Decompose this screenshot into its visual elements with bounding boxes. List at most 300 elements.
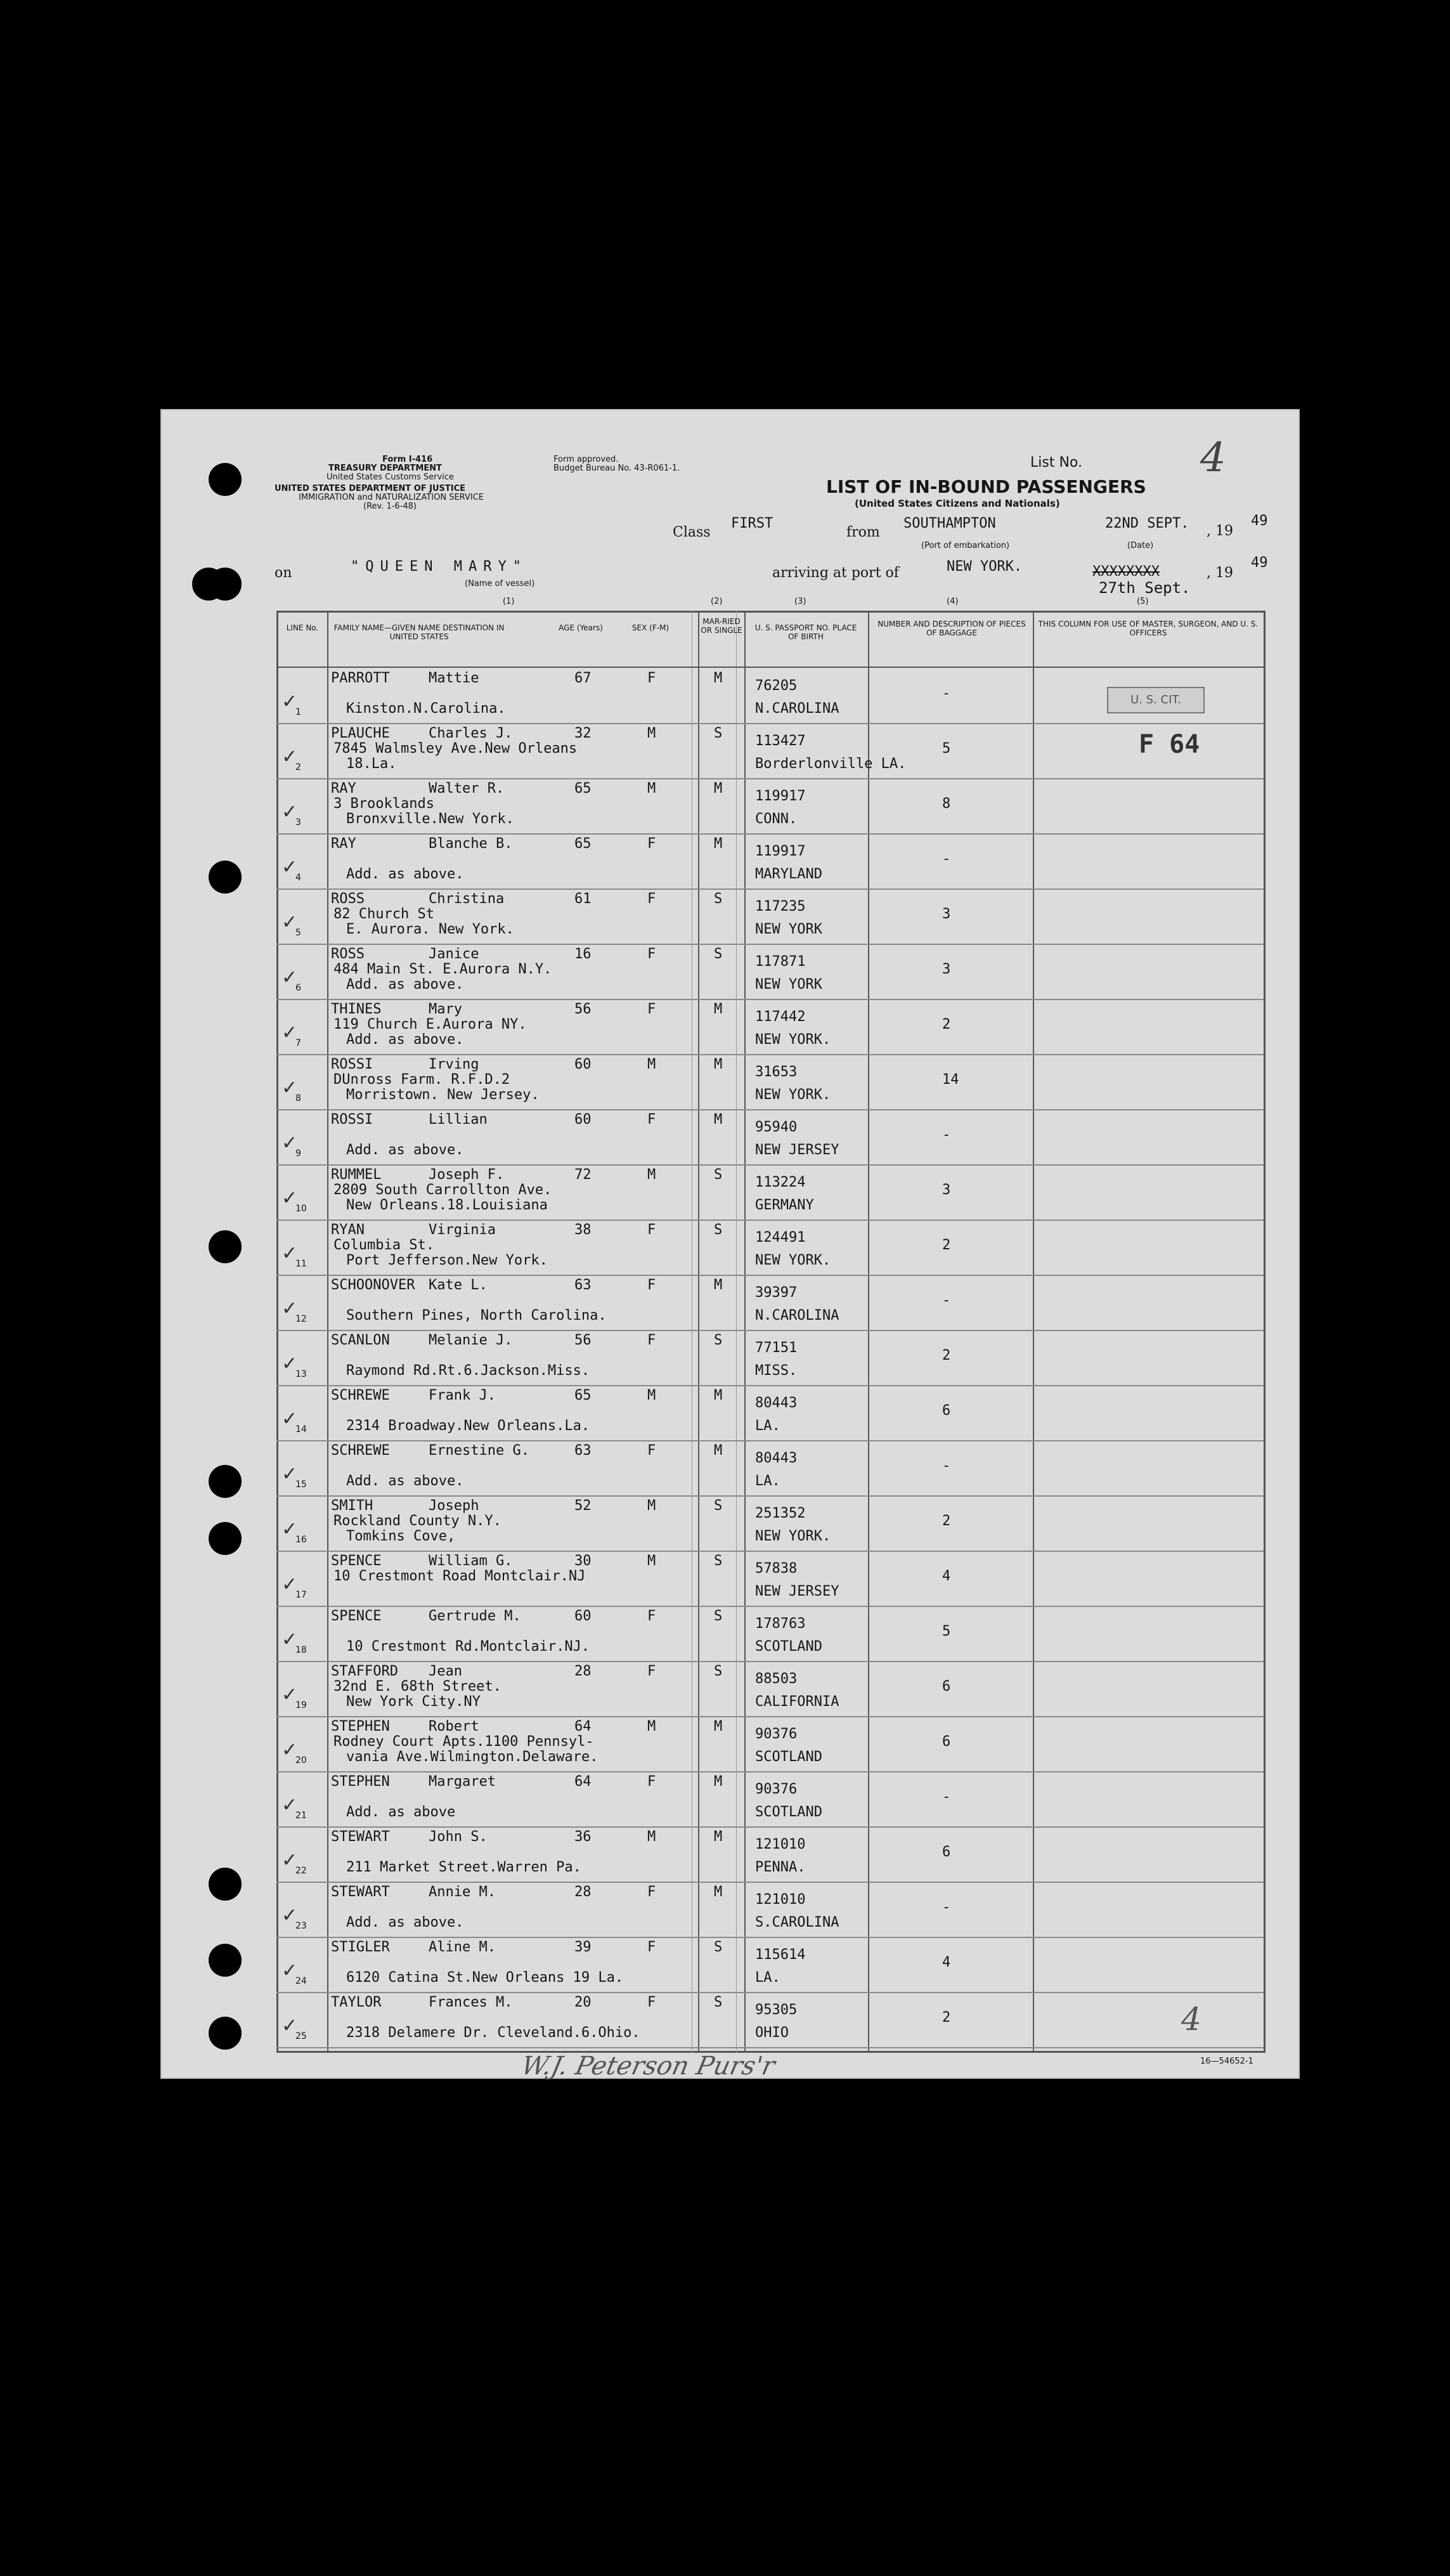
address-line-2: Bronxville.New York. [346, 811, 514, 827]
age: 32 [574, 725, 592, 741]
family-name: STAFFORD [331, 1663, 398, 1679]
place-of-birth: CALIFORNIA [755, 1694, 839, 1710]
table-row [276, 1055, 1264, 1110]
baggage-count: 5 [942, 741, 951, 757]
address-line-1: DUnross Farm. R.F.D.2 [333, 1072, 510, 1088]
place-of-birth: NEW JERSEY [755, 1584, 839, 1599]
line-number: 10 [295, 1204, 307, 1214]
passport-number: 121010 [755, 1892, 806, 1908]
place-of-birth: SCOTLAND [755, 1639, 822, 1655]
given-name: Jean [429, 1663, 462, 1679]
check-mark-icon: ✓ [282, 1463, 298, 1485]
marital-status: S [714, 1608, 723, 1624]
age: 20 [574, 1994, 592, 2010]
address-line-2: 211 Market Street.Warren Pa. [346, 1859, 581, 1875]
passport-number: 121010 [755, 1837, 806, 1852]
baggage-count: 6 [942, 1679, 951, 1695]
line-number: 20 [295, 1755, 307, 1766]
address-line-2: Add. as above. [346, 866, 464, 882]
sex: F [647, 891, 656, 907]
check-mark-icon: ✓ [282, 1739, 298, 1761]
purser-signature: W.J. Peterson Purs'r [519, 2052, 778, 2081]
line-number: 1 [295, 707, 301, 717]
family-name: RAY [331, 781, 356, 797]
given-name: Charles J. [429, 725, 513, 741]
family-name: RYAN [331, 1222, 365, 1238]
family-name: RAY [331, 836, 356, 852]
passport-number: 77151 [755, 1340, 798, 1356]
check-mark-icon: ✓ [282, 966, 298, 989]
col-header-married: MAR-RIED OR SINGLE [701, 617, 742, 635]
table-row [276, 1717, 1264, 1773]
marital-status: M [714, 670, 723, 686]
place-of-birth: NEW YORK. [755, 1087, 831, 1103]
address-line-2: 10 Crestmont Rd.Montclair.NJ. [346, 1639, 590, 1655]
family-name: SCHREWE [331, 1388, 390, 1403]
given-name: Kate L. [429, 1277, 488, 1293]
sex: F [647, 1884, 656, 1900]
table-row [276, 1993, 1264, 2048]
from-label: from [846, 524, 880, 540]
punch-hole [209, 861, 242, 894]
baggage-count: 4 [942, 1568, 951, 1584]
form-approved: Form approved. [553, 455, 619, 464]
address-line-1: 7845 Walmsley Ave.New Orleans [333, 741, 578, 757]
baggage-count: 2 [942, 1017, 951, 1032]
baggage-count: 4 [942, 1955, 951, 1970]
given-name: Joseph [429, 1498, 479, 1514]
marital-status: M [714, 836, 723, 852]
age: 65 [574, 836, 592, 852]
sex: F [647, 1939, 656, 1955]
baggage-count: - [942, 686, 951, 701]
age: 38 [574, 1222, 592, 1238]
marital-status: M [714, 1112, 723, 1128]
place-of-birth: NEW YORK [755, 977, 822, 992]
place-of-birth: NEW JERSEY [755, 1142, 839, 1158]
given-name: Virginia [429, 1222, 496, 1238]
check-mark-icon: ✓ [282, 1684, 298, 1706]
baggage-count: - [942, 1127, 951, 1143]
baggage-count: - [942, 851, 951, 867]
row-divider [276, 2047, 1264, 2048]
check-mark-icon: ✓ [282, 1298, 298, 1320]
line-number: 13 [295, 1369, 307, 1379]
ins-label: IMMIGRATION and NATURALIZATION SERVICE [299, 493, 484, 502]
col-header-passport: U. S. PASSPORT NO. PLACE OF BIRTH [754, 623, 857, 641]
given-name: Christina [429, 891, 505, 907]
family-name: RUMMEL [331, 1167, 382, 1183]
place-of-birth: SCOTLAND [755, 1749, 822, 1765]
table-row [276, 1607, 1264, 1662]
sex: M [647, 1498, 656, 1514]
family-name: TAYLOR [331, 1994, 382, 2010]
marital-status: M [714, 1057, 723, 1072]
baggage-count: 3 [942, 906, 951, 922]
family-name: ROSS [331, 891, 365, 907]
check-mark-icon: ✓ [282, 1132, 298, 1154]
punch-hole [209, 1465, 242, 1498]
marital-status: M [714, 1388, 723, 1403]
age: 60 [574, 1608, 592, 1624]
punch-hole [209, 1944, 242, 1977]
place-of-birth: MARYLAND [755, 866, 822, 882]
passport-number: 90376 [755, 1781, 798, 1797]
family-name: STEPHEN [331, 1774, 390, 1790]
family-name: SPENCE [331, 1553, 382, 1569]
address-line-2: 2314 Broadway.New Orleans.La. [346, 1418, 590, 1434]
sex: M [647, 725, 656, 741]
given-name: Lillian [429, 1112, 488, 1128]
given-name: Robert [429, 1719, 479, 1734]
address-line-2: 18.La. [346, 756, 397, 772]
address-line-1: Columbia St. [333, 1237, 434, 1253]
footer-code: 16—54652-1 [1200, 2057, 1253, 2066]
passport-number: 95940 [755, 1119, 798, 1135]
family-name: PARROTT [331, 670, 390, 686]
year-label-2: , 19 [1207, 565, 1233, 581]
address-line-1: 10 Crestmont Road Montclair.NJ [333, 1568, 586, 1584]
marital-status: M [714, 1443, 723, 1459]
passport-number: 117442 [755, 1009, 806, 1025]
place-of-birth: OHIO [755, 2025, 789, 2041]
age: 52 [574, 1498, 592, 1514]
table-row [276, 1386, 1264, 1441]
family-name: SCANLON [331, 1332, 390, 1348]
sex: M [647, 1388, 656, 1403]
check-mark-icon: ✓ [282, 1353, 298, 1375]
line-number: 9 [295, 1148, 301, 1159]
line-number: 2 [295, 762, 301, 772]
col-header-baggage: NUMBER AND DESCRIPTION OF PIECES OF BAGGAGE [877, 620, 1026, 637]
family-name: ROSSI [331, 1112, 373, 1128]
age: 60 [574, 1112, 592, 1128]
marital-status: M [714, 1884, 723, 1900]
sex: F [647, 1774, 656, 1790]
marital-status: S [714, 1498, 723, 1514]
table-row [276, 724, 1264, 779]
arrival-date: 27th Sept. [1099, 579, 1191, 597]
marital-status: S [714, 1222, 723, 1238]
page-subtitle: (United States Citizens and Nationals) [855, 498, 1060, 509]
address-line-2: Add. as above. [346, 1032, 464, 1048]
address-line-2: Kinston.N.Carolina. [346, 701, 506, 717]
passport-number: 115614 [755, 1947, 806, 1963]
check-mark-icon: ✓ [282, 1960, 298, 1982]
sex: M [647, 1057, 656, 1072]
check-mark-icon: ✓ [282, 1187, 298, 1209]
address-line-1: Rodney Court Apts.1100 Pennsyl- [333, 1734, 594, 1750]
passport-number: 57838 [755, 1561, 798, 1577]
col-num-4: (4) [947, 597, 959, 606]
age: 65 [574, 781, 592, 797]
line-number: 18 [295, 1645, 307, 1655]
place-of-birth: Borderlonville LA. [755, 756, 907, 772]
family-name: ROSS [331, 946, 365, 962]
age: 61 [574, 891, 592, 907]
check-mark-icon: ✓ [282, 691, 298, 713]
baggage-count: 6 [942, 1403, 951, 1419]
line-number: 23 [295, 1921, 307, 1931]
from-port: SOUTHAMPTON [903, 516, 996, 531]
line-number: 8 [295, 1093, 301, 1103]
passport-number: 113224 [755, 1174, 806, 1190]
vessel-name: "QUEEN MARY" [351, 559, 528, 575]
address-line-2: Add. as above. [346, 977, 464, 992]
page-title: LIST OF IN-BOUND PASSENGERS [826, 476, 1146, 497]
punch-hole [209, 2017, 242, 2050]
address-line-2: New Orleans.18.Louisiana [346, 1197, 548, 1213]
address-line-2: New York City.NY [346, 1694, 481, 1710]
col-header-age: AGE (Years) [559, 623, 603, 632]
age: 30 [574, 1553, 592, 1569]
place-of-birth: NEW YORK. [755, 1032, 831, 1048]
check-mark-icon: ✓ [282, 1408, 298, 1430]
sex: F [647, 1112, 656, 1128]
punch-hole [209, 1522, 242, 1555]
arriving-label: arriving at port of [772, 565, 899, 581]
col-num-5: (5) [1137, 597, 1149, 606]
sex: F [647, 1663, 656, 1679]
line-number: 7 [295, 1038, 301, 1048]
baggage-count: 2 [942, 1513, 951, 1529]
col-header-name: FAMILY NAME—GIVEN NAME DESTINATION IN UNITED STATES [333, 623, 505, 641]
sex: F [647, 946, 656, 962]
line-number: 19 [295, 1700, 307, 1710]
family-name: STEWART [331, 1884, 390, 1900]
us-citizen-stamp: U. S. CIT. [1107, 687, 1205, 713]
arrival-date-struck: XXXXXXXX [1092, 564, 1160, 580]
table-row [276, 1773, 1264, 1828]
baggage-count: 2 [942, 1237, 951, 1253]
family-name: ROSSI [331, 1057, 373, 1072]
passport-number: 88503 [755, 1671, 798, 1687]
age: 36 [574, 1829, 592, 1845]
table-row [276, 1552, 1264, 1607]
address-line-2: Port Jefferson.New York. [346, 1252, 548, 1268]
baggage-count: 14 [942, 1072, 959, 1088]
age: 60 [574, 1057, 592, 1072]
line-number: 14 [295, 1424, 307, 1434]
given-name: Blanche B. [429, 836, 513, 852]
place-of-birth: LA. [755, 1970, 780, 1986]
given-name: Mattie [429, 670, 479, 686]
marital-status: S [714, 1663, 723, 1679]
place-of-birth: LA. [755, 1473, 780, 1489]
given-name: Irving [429, 1057, 479, 1072]
marital-status: M [714, 1829, 723, 1845]
marital-status: S [714, 1332, 723, 1348]
family-name: SCHREWE [331, 1443, 390, 1459]
age: 65 [574, 1388, 592, 1403]
address-line-1: 3 Brooklands [333, 796, 434, 812]
customs-service: United States Customs Service [327, 472, 454, 482]
check-mark-icon: ✓ [282, 1629, 298, 1651]
col-header-officers: THIS COLUMN FOR USE OF MASTER, SURGEON, AND U. S. OFFICERS [1038, 620, 1259, 637]
baggage-count: - [942, 1789, 951, 1805]
page-corner-number: 4 [1181, 2001, 1201, 2038]
table-row [276, 1828, 1264, 1883]
passport-number: 80443 [755, 1450, 798, 1466]
address-line-1: 119 Church E.Aurora NY. [333, 1017, 527, 1032]
place-of-birth: MISS. [755, 1363, 798, 1379]
baggage-count: - [942, 1292, 951, 1308]
check-mark-icon: ✓ [282, 856, 298, 878]
place-of-birth: PENNA. [755, 1859, 806, 1875]
passport-number: 113427 [755, 733, 806, 749]
line-number: 24 [295, 1976, 307, 1986]
line-number: 22 [295, 1866, 307, 1876]
address-line-2: vania Ave.Wilmington.Delaware. [346, 1749, 599, 1765]
punch-hole [209, 463, 242, 496]
marital-status: M [714, 781, 723, 797]
vessel-label: (Name of vessel) [465, 579, 535, 589]
check-mark-icon: ✓ [282, 1794, 298, 1816]
given-name: Frank J. [429, 1388, 496, 1403]
line-number: 11 [295, 1259, 307, 1269]
passport-number: 178763 [755, 1616, 806, 1632]
check-mark-icon: ✓ [282, 1022, 298, 1044]
date-label: (Date) [1127, 541, 1154, 550]
embark-date: 22ND SEPT. [1105, 516, 1189, 531]
punch-hole [209, 1868, 242, 1901]
place-of-birth: SCOTLAND [755, 1804, 822, 1820]
line-number: 4 [295, 873, 301, 883]
line-number: 15 [295, 1480, 307, 1490]
given-name: Ernestine G. [429, 1443, 529, 1459]
given-name: Mary [429, 1001, 462, 1017]
line-number: 16 [295, 1535, 307, 1545]
marital-status: M [714, 1719, 723, 1734]
age: 67 [574, 670, 592, 686]
table-row [276, 1441, 1264, 1497]
place-of-birth: NEW YORK [755, 921, 822, 937]
age: 39 [574, 1939, 592, 1955]
check-mark-icon: ✓ [282, 801, 298, 823]
age: 64 [574, 1774, 592, 1790]
line-number: 17 [295, 1590, 307, 1600]
address-line-2: Morristown. New Jersey. [346, 1087, 540, 1103]
age: 16 [574, 946, 592, 962]
marital-status: S [714, 1939, 723, 1955]
age: 63 [574, 1277, 592, 1293]
doj-label: UNITED STATES DEPARTMENT OF JUSTICE [275, 484, 466, 493]
on-label: on [275, 565, 292, 581]
baggage-count: 8 [942, 796, 951, 812]
passport-number: 119917 [755, 788, 806, 804]
col-num-3: (3) [794, 597, 806, 606]
sex: F [647, 1443, 656, 1459]
punch-hole [209, 568, 242, 601]
table-row [276, 1662, 1264, 1717]
marital-status: M [714, 1277, 723, 1293]
address-line-2: E. Aurora. New York. [346, 921, 514, 937]
arrival-port: NEW YORK. [947, 559, 1023, 575]
address-line-2: Southern Pines, North Carolina. [346, 1308, 607, 1324]
passport-number: 31653 [755, 1064, 798, 1080]
marital-status: M [714, 1774, 723, 1790]
table-row [276, 779, 1264, 835]
family-name: STEWART [331, 1829, 390, 1845]
family-name: SMITH [331, 1498, 373, 1514]
family-name: SCHOONOVER [331, 1277, 415, 1293]
table-row [276, 1938, 1264, 1993]
list-no-label: List No. [1030, 455, 1082, 471]
passport-number: 117871 [755, 954, 806, 970]
table-row [276, 1331, 1264, 1386]
baggage-count: 3 [942, 961, 951, 977]
col-num-1: (1) [503, 597, 515, 606]
table-row [276, 1497, 1264, 1552]
baggage-count: - [942, 1458, 951, 1474]
table-row [276, 1883, 1264, 1938]
sex: F [647, 1994, 656, 2010]
age: 28 [574, 1884, 592, 1900]
given-name: Janice [429, 946, 479, 962]
baggage-count: 3 [942, 1182, 951, 1198]
sex: M [647, 1719, 656, 1734]
passport-number: 95305 [755, 2002, 798, 2018]
line-number: 6 [295, 983, 301, 993]
family-name: THINES [331, 1001, 382, 1017]
address-line-1: Rockland County N.Y. [333, 1513, 502, 1529]
address-line-2: 2318 Delamere Dr. Cleveland.6.Ohio. [346, 2025, 640, 2041]
check-mark-icon: ✓ [282, 1573, 298, 1596]
sex: M [647, 1167, 656, 1183]
age: 63 [574, 1443, 592, 1459]
marital-status: M [714, 1001, 723, 1017]
baggage-count: 6 [942, 1734, 951, 1750]
address-line-2: Raymond Rd.Rt.6.Jackson.Miss. [346, 1363, 590, 1379]
address-line-2: 6120 Catina St.New Orleans 19 La. [346, 1970, 624, 1986]
table-row [276, 945, 1264, 1000]
place-of-birth: GERMANY [755, 1197, 814, 1213]
baggage-count: 6 [942, 1844, 951, 1860]
table-row [276, 890, 1264, 945]
table-row [276, 1000, 1264, 1055]
check-mark-icon: ✓ [282, 1077, 298, 1099]
manifest-sheet [160, 409, 1300, 2079]
check-mark-icon: ✓ [282, 1849, 298, 1871]
check-mark-icon: ✓ [282, 746, 298, 768]
file-stamp: F 64 [1139, 730, 1200, 759]
marital-status: S [714, 1994, 723, 2010]
marital-status: S [714, 1167, 723, 1183]
table-row [276, 1110, 1264, 1166]
col-header-sex: SEX (F-M) [631, 623, 670, 632]
passport-number: 76205 [755, 678, 798, 694]
check-mark-icon: ✓ [282, 1518, 298, 1540]
marital-status: S [714, 891, 723, 907]
sex: F [647, 1001, 656, 1017]
class-value: FIRST [731, 516, 774, 531]
line-number: 25 [295, 2031, 307, 2041]
passport-number: 119917 [755, 843, 806, 859]
place-of-birth: N.CAROLINA [755, 701, 839, 717]
punch-hole [209, 1230, 242, 1263]
passport-number: 251352 [755, 1506, 806, 1521]
age: 64 [574, 1719, 592, 1734]
place-of-birth: LA. [755, 1418, 780, 1434]
line-number: 3 [295, 817, 301, 828]
family-name: PLAUCHE [331, 725, 390, 741]
passport-number: 117235 [755, 899, 806, 914]
table-row [276, 835, 1264, 890]
passenger-table [276, 611, 1266, 2053]
address-line-1: 2809 South Carrollton Ave. [333, 1182, 552, 1198]
passport-number: 80443 [755, 1395, 798, 1411]
baggage-count: - [942, 1899, 951, 1915]
